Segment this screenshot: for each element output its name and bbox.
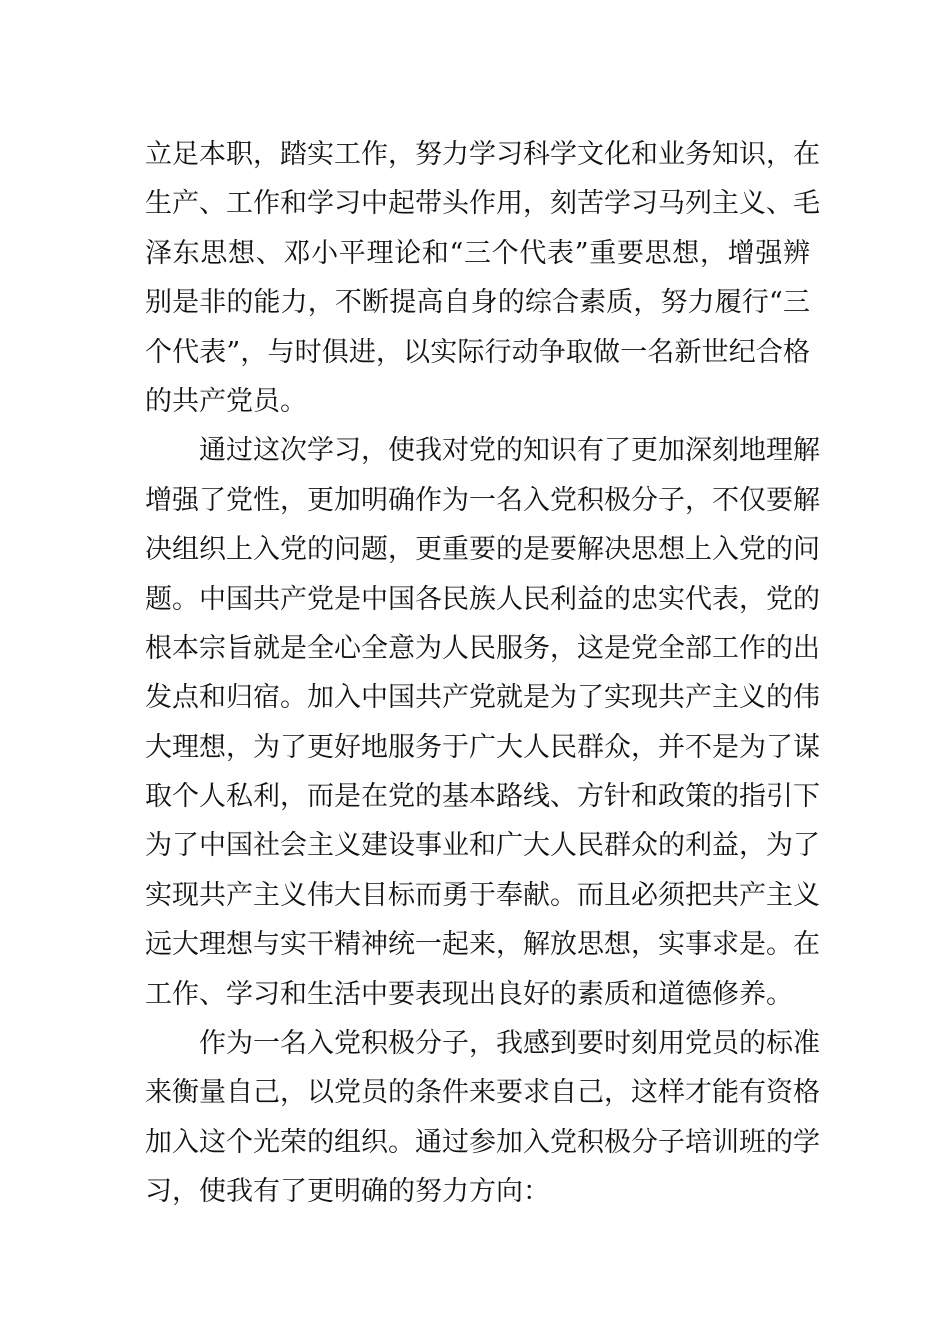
text-line: 实现共产主义伟大目标而勇于奉献。而且必须把共产主义 bbox=[145, 879, 820, 911]
text-line: 泽东思想、邓小平理论和“三个代表”重要思想，增强辨 bbox=[145, 237, 810, 269]
text-line: 远大理想与实干精神统一起来，解放思想，实事求是。在 bbox=[145, 929, 820, 961]
text-line: 的共产党员。 bbox=[145, 385, 307, 417]
text-line: 取个人私利，而是在党的基本路线、方针和政策的指引下 bbox=[145, 781, 820, 813]
text-line: 加入这个光荣的组织。通过参加入党积极分子培训班的学 bbox=[145, 1126, 820, 1158]
paragraph-first-line: 通过这次学习，使我对党的知识有了更加深刻地理解 bbox=[199, 435, 820, 467]
text-line: 增强了党性，更加明确作为一名入党积极分子，不仅要解 bbox=[145, 484, 820, 516]
text-line: 决组织上入党的问题，更重要的是要解决思想上入党的问 bbox=[145, 534, 820, 566]
text-line: 习，使我有了更明确的努力方向： bbox=[145, 1176, 550, 1208]
text-line: 发点和归宿。加入中国共产党就是为了实现共产主义的伟 bbox=[145, 682, 820, 714]
text-line: 为了中国社会主义建设事业和广大人民群众的利益，为了 bbox=[145, 830, 820, 862]
text-line: 题。中国共产党是中国各民族人民利益的忠实代表，党的 bbox=[145, 583, 820, 615]
text-line: 生产、工作和学习中起带头作用，刻苦学习马列主义、毛 bbox=[145, 188, 820, 220]
text-line: 个代表”，与时俱进，以实际行动争取做一名新世纪合格 bbox=[145, 336, 810, 368]
paragraph-first-line: 作为一名入党积极分子，我感到要时刻用党员的标准 bbox=[199, 1028, 820, 1060]
text-line: 根本宗旨就是全心全意为人民服务，这是党全部工作的出 bbox=[145, 632, 820, 664]
text-line: 来衡量自己，以党员的条件来要求自己，这样才能有资格 bbox=[145, 1077, 820, 1109]
document-body bbox=[145, 130, 820, 1217]
text-line: 大理想，为了更好地服务于广大人民群众，并不是为了谋 bbox=[145, 731, 820, 763]
text-line: 别是非的能力，不断提高自身的综合素质，努力履行“三 bbox=[145, 287, 810, 319]
text-line: 工作、学习和生活中要表现出良好的素质和道德修养。 bbox=[145, 978, 793, 1010]
text-line: 立足本职，踏实工作，努力学习科学文化和业务知识，在 bbox=[145, 139, 820, 170]
